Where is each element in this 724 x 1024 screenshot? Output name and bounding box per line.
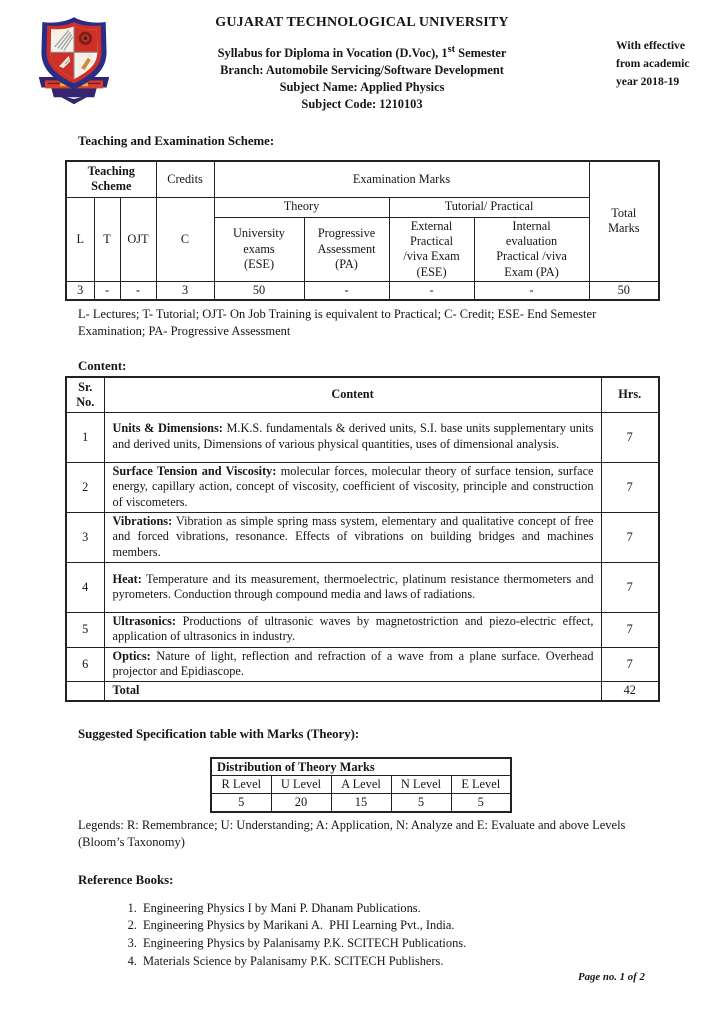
col-c-header: C [156, 197, 214, 281]
e-level-marks: 5 [451, 794, 511, 812]
content-column-header: Content [104, 377, 601, 412]
credits-header-cell: Credits [156, 161, 214, 197]
content-row [66, 612, 659, 647]
row-hrs: 7 [601, 512, 659, 562]
row-text: Units & Dimensions: M.K.S. fundamentals & derived units, S.I. base units supplementary units and derived units, Dimensions of various physical quantities, uses of dimensional analysis. [104, 412, 601, 462]
teaching-scheme-header-cell: Teaching Scheme [66, 161, 156, 197]
a-level-header: A Level [331, 776, 391, 794]
value-external: - [389, 281, 474, 300]
value-pa: - [304, 281, 389, 300]
progressive-assessment-header-cell: Progressive Assessment (PA) [304, 217, 389, 281]
reference-book-item: 1. Engineering Physics I by Mani P. Dhanam Publications. [140, 900, 658, 918]
page-header [0, 0, 724, 112]
teaching-examination-table [65, 160, 660, 301]
university-title: GUJARAT TECHNOLOGICAL UNIVERSITY [215, 15, 509, 30]
row-text: Vibrations: Vibration as simple spring mass system, elementary and qualitative concept of free and forced vibrations, resonance. Effects of vibrations on building bridges and machines members. [104, 512, 601, 562]
university-crest-logo [30, 15, 118, 109]
u-level-header: U Level [271, 776, 331, 794]
col-t-header: T [94, 197, 120, 281]
row-hrs: 7 [601, 412, 659, 462]
semester-superscript: st [447, 44, 456, 55]
distribution-title-cell: Distribution of Theory Marks [211, 758, 511, 776]
reference-book-item: 3. Engineering Physics by Palanisamy P.K. SCITECH Publications. [140, 935, 658, 953]
page-number-footer: Page no. 1 of 2 [578, 971, 645, 983]
reference-books-heading: Reference Books: [78, 872, 174, 887]
theory-marks-distribution-table [210, 757, 512, 813]
effective-year-note: With effective from academic year 2018-19 [616, 39, 690, 88]
content-row [66, 562, 659, 612]
value-ese: 50 [214, 281, 304, 300]
content-total-row [66, 682, 659, 701]
row-hrs: 7 [601, 612, 659, 647]
crest-icon [30, 15, 118, 109]
row-text: Ultrasonics: Productions of ultrasonic waves by magnetostriction and piezo-electric effect, application of ultrasonics in industry. [104, 612, 601, 647]
a-level-marks: 15 [331, 794, 391, 812]
row-sr: 5 [66, 612, 104, 647]
header-title-block [132, 0, 592, 113]
university-exams-header-cell: University exams (ESE) [214, 217, 304, 281]
content-header-row [66, 377, 659, 412]
row-sr: 6 [66, 647, 104, 682]
row-hrs: 7 [601, 647, 659, 682]
row-text: Heat: Temperature and its measurement, thermoelectric, platinum resistance thermometers and pyrometers. Conduction through compound media and laws of radiations. [104, 562, 601, 612]
theory-header-cell: Theory [214, 197, 389, 217]
subject-name-line: Subject Name: Applied Physics [279, 80, 445, 95]
hrs-column-header: Hrs. [601, 377, 659, 412]
sr-no-column-header: Sr. No. [66, 377, 104, 412]
row-sr: 3 [66, 512, 104, 562]
row-hrs: 7 [601, 562, 659, 612]
value-t: - [94, 281, 120, 300]
r-level-header: R Level [211, 776, 271, 794]
reference-book-item: 2. Engineering Physics by Marikani A. PHI Learning Pvt., India. [140, 917, 658, 935]
examination-marks-header-cell: Examination Marks [214, 161, 589, 197]
spec-table-heading: Suggested Specification table with Marks (Theory): [78, 726, 360, 741]
subject-code-line: Subject Code: 1210103 [301, 97, 423, 112]
content-table [65, 376, 660, 701]
content-row [66, 462, 659, 512]
content-row [66, 647, 659, 682]
total-sr-empty [66, 682, 104, 701]
row-sr: 4 [66, 562, 104, 612]
u-level-marks: 20 [271, 794, 331, 812]
tutorial-practical-header-cell: Tutorial/ Practical [389, 197, 589, 217]
internal-evaluation-header-cell: Internal evaluation Practical /viva Exam (PA) [474, 217, 589, 281]
external-practical-header-cell: External Practical /viva Exam (ESE) [389, 217, 474, 281]
levels-header-row [211, 776, 511, 794]
value-ojt: - [120, 281, 156, 300]
reference-books-list [65, 900, 658, 970]
n-level-marks: 5 [391, 794, 451, 812]
syllabus-line: Syllabus for Diploma in Vocation (D.Voc), 1st Semester [217, 44, 507, 61]
abbreviation-note: L- Lectures; T- Tutorial; OJT- On Job Training is equivalent to Practical; C- Credit; ESE- End Semester Examination; PA- Progressive Assessment [78, 307, 597, 339]
teaching-scheme-heading: Teaching and Examination Scheme: [78, 134, 275, 148]
row-sr: 2 [66, 462, 104, 512]
value-l: 3 [66, 281, 94, 300]
col-ojt-header: OJT [120, 197, 156, 281]
value-internal: - [474, 281, 589, 300]
col-l-header: L [66, 197, 94, 281]
content-heading: Content: [78, 359, 127, 374]
value-total: 50 [589, 281, 659, 300]
row-text: Surface Tension and Viscosity: molecular forces, molecular theory of surface tension, surface energy, capillary action, concept of viscosity, coefficient of viscosity, principle and construction of viscometers. [104, 462, 601, 512]
marks-values-row [211, 794, 511, 812]
n-level-header: N Level [391, 776, 451, 794]
row-hrs: 7 [601, 462, 659, 512]
content-row [66, 412, 659, 462]
value-c: 3 [156, 281, 214, 300]
r-level-marks: 5 [211, 794, 271, 812]
main-content [65, 134, 658, 970]
scheme-values-row [66, 281, 659, 300]
total-hours: 42 [601, 682, 659, 701]
total-label: Total [104, 682, 601, 701]
row-sr: 1 [66, 412, 104, 462]
e-level-header: E Level [451, 776, 511, 794]
row-text: Optics: Nature of light, reflection and refraction of a wave from a plane surface. Overhead projector and Epidiascope. [104, 647, 601, 682]
branch-line: Branch: Automobile Servicing/Software Development [220, 63, 504, 78]
content-row [66, 512, 659, 562]
reference-book-item: 4. Materials Science by Palanisamy P.K. SCITECH Publishers. [140, 953, 658, 971]
legends-note: Legends: R: Remembrance; U: Understanding; A: Application, N: Analyze and E: Evaluate and above Levels (Bloom’s Taxonomy) [78, 817, 626, 849]
total-marks-header-cell: Total Marks [589, 161, 659, 281]
